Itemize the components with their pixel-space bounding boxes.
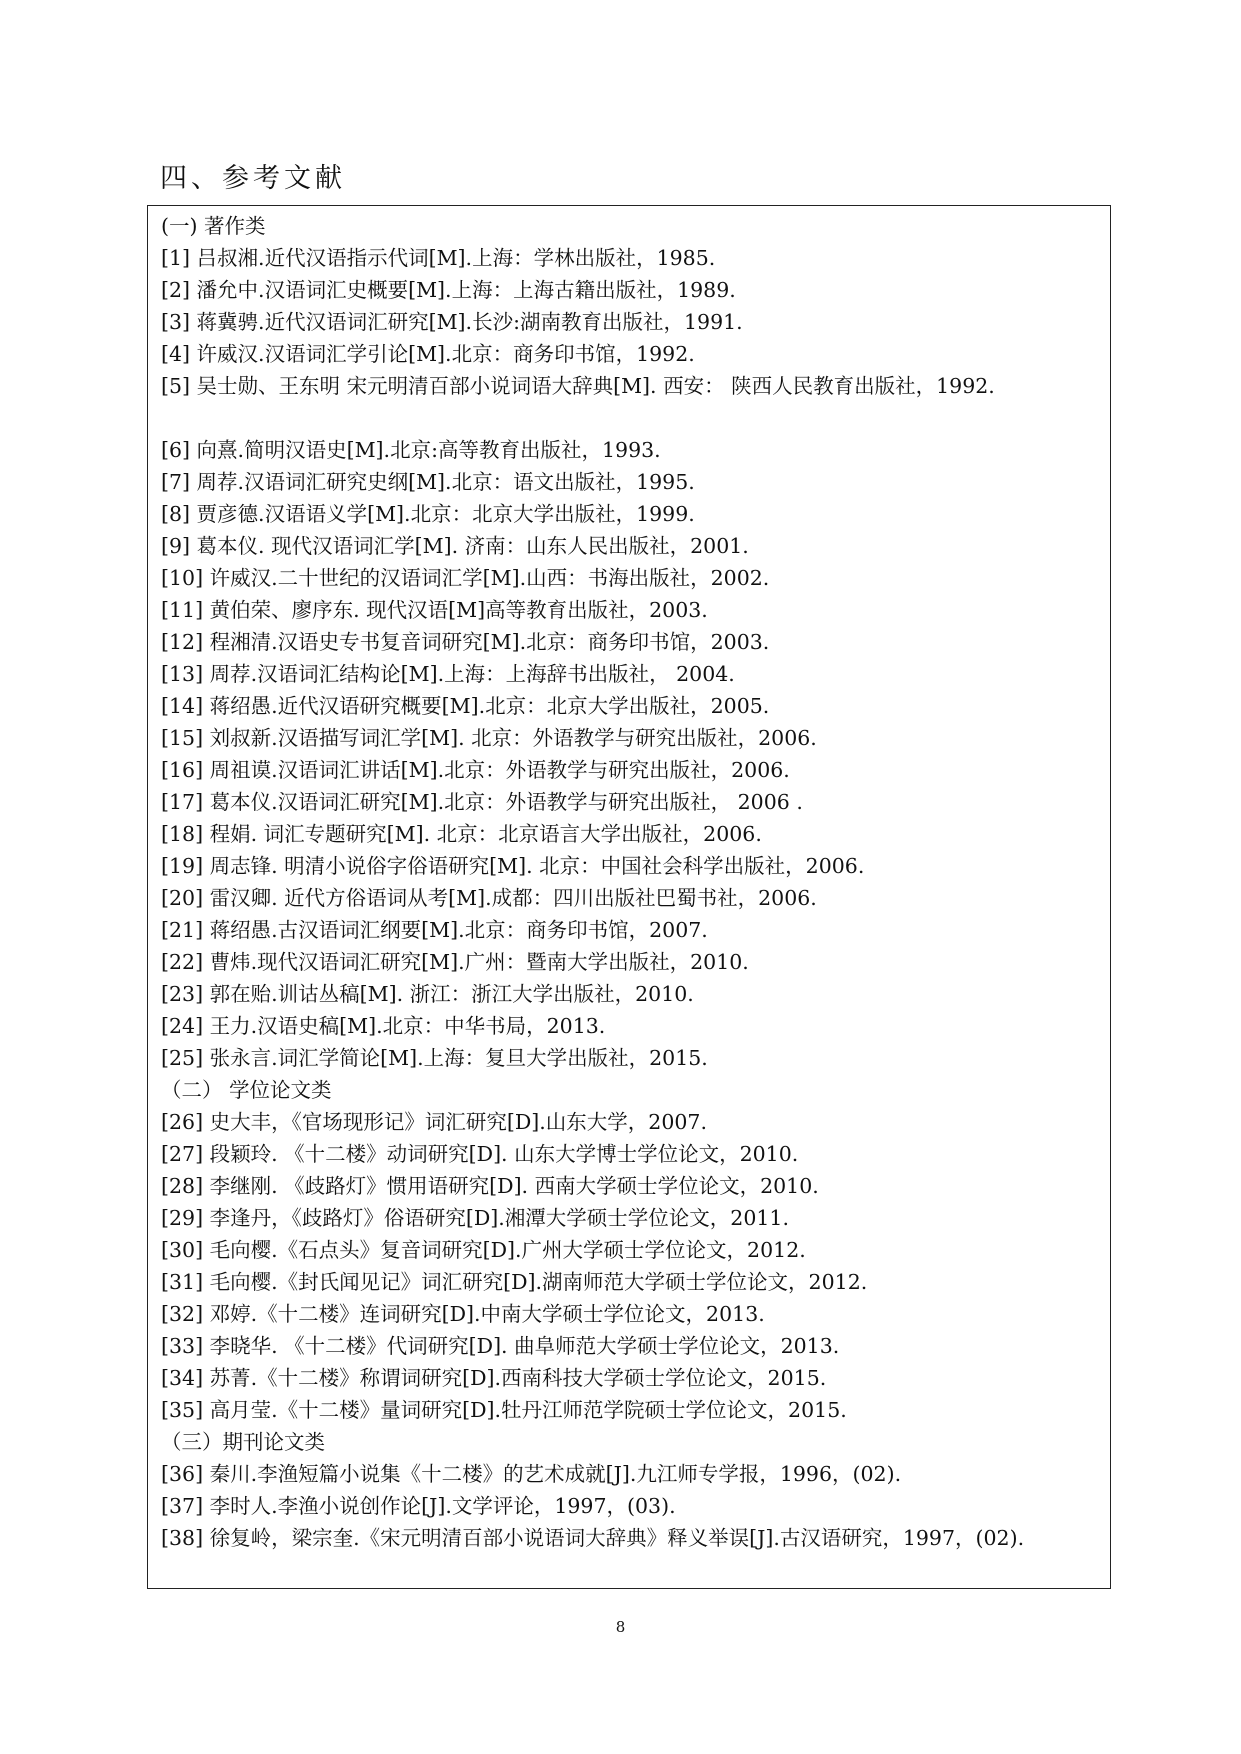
reference-item: [2] 潘允中.汉语词汇史概要[M].上海：上海古籍出版社，1989. xyxy=(161,278,736,302)
reference-item: [4] 许威汉.汉语词汇学引论[M].北京：商务印书馆，1992. xyxy=(161,342,695,366)
reference-item: [36] 秦川.李渔短篇小说集《十二楼》的艺术成就[J].九江师专学报，1996，(02). xyxy=(161,1462,902,1486)
reference-item: [31] 毛向樱.《封氏闻见记》词汇研究[D].湖南师范大学硕士学位论文，2012. xyxy=(161,1270,868,1294)
reference-item: [16] 周祖谟.汉语词汇讲话[M].北京：外语教学与研究出版社，2006. xyxy=(161,758,790,782)
reference-item: [8] 贾彦德.汉语语义学[M].北京：北京大学出版社，1999. xyxy=(161,502,695,526)
reference-item: [19] 周志锋. 明清小说俗字俗语研究[M]. 北京：中国社会科学出版社，2006. xyxy=(161,854,865,878)
category-heading: （二） 学位论文类 xyxy=(161,1078,332,1102)
reference-item: [5] 吴士勋、王东明 宋元明清百部小说词语大辞典[M]. 西安： 陕西人民教育出版社，1992. xyxy=(161,374,995,398)
reference-item: [38] 徐复岭，梁宗奎.《宋元明清百部小说语词大辞典》释义举误[J].古汉语研究，1997，(02). xyxy=(161,1526,1025,1550)
reference-item: [27] 段颖玲. 《十二楼》动词研究[D]. 山东大学博士学位论文，2010. xyxy=(161,1142,799,1166)
reference-item: [13] 周荐.汉语词汇结构论[M].上海：上海辞书出版社， 2004. xyxy=(161,662,735,686)
reference-item: [9] 葛本仪. 现代汉语词汇学[M]. 济南：山东人民出版社，2001. xyxy=(161,534,749,558)
reference-item: [28] 李继刚. 《歧路灯》惯用语研究[D]. 西南大学硕士学位论文，2010. xyxy=(161,1174,819,1198)
reference-item: [24] 王力.汉语史稿[M].北京：中华书局，2013. xyxy=(161,1014,606,1038)
reference-item: [37] 李时人.李渔小说创作论[J].文学评论，1997，(03). xyxy=(161,1494,676,1518)
reference-item: [23] 郭在贻.训诂丛稿[M]. 浙江：浙江大学出版社，2010. xyxy=(161,982,694,1006)
category-heading: （三）期刊论文类 xyxy=(161,1430,325,1454)
reference-item: [33] 李晓华. 《十二楼》代词研究[D]. 曲阜师范大学硕士学位论文，2013. xyxy=(161,1334,840,1358)
reference-item: [32] 邓婷.《十二楼》连词研究[D].中南大学硕士学位论文，2013. xyxy=(161,1302,765,1326)
category-heading: (一) 著作类 xyxy=(161,214,266,238)
reference-item: [3] 蒋冀骋.近代汉语词汇研究[M].长沙:湖南教育出版社，1991. xyxy=(161,310,743,334)
reference-item: [7] 周荐.汉语词汇研究史纲[M].北京：语文出版社，1995. xyxy=(161,470,695,494)
reference-item: [18] 程娟. 词汇专题研究[M]. 北京：北京语言大学出版社，2006. xyxy=(161,822,762,846)
section-heading: 四、参考文献 xyxy=(160,163,346,194)
reference-item: [10] 许威汉.二十世纪的汉语词汇学[M].山西：书海出版社，2002. xyxy=(161,566,770,590)
page-number: 8 xyxy=(615,1618,626,1636)
reference-item: [1] 吕叔湘.近代汉语指示代词[M].上海：学林出版社，1985. xyxy=(161,246,716,270)
reference-item: [21] 蒋绍愚.古汉语词汇纲要[M].北京：商务印书馆，2007. xyxy=(161,918,708,942)
reference-item: [11] 黄伯荣、廖序东. 现代汉语[M]高等教育出版社，2003. xyxy=(161,598,708,622)
reference-item: [30] 毛向樱.《石点头》复音词研究[D].广州大学硕士学位论文，2012. xyxy=(161,1238,806,1262)
reference-item: [17] 葛本仪.汉语词汇研究[M].北京：外语教学与研究出版社， 2006 . xyxy=(161,790,803,814)
reference-item: [12] 程湘清.汉语史专书复音词研究[M].北京：商务印书馆，2003. xyxy=(161,630,770,654)
reference-item: [29] 李逢丹，《歧路灯》俗语研究[D].湘潭大学硕士学位论文，2011. xyxy=(161,1206,789,1230)
reference-item: [14] 蒋绍愚.近代汉语研究概要[M].北京：北京大学出版社，2005. xyxy=(161,694,770,718)
reference-item: [20] 雷汉卿. 近代方俗语词从考[M].成都：四川出版社巴蜀书社，2006. xyxy=(161,886,817,910)
reference-item: [26] 史大丰，《官场现形记》词汇研究[D].山东大学，2007. xyxy=(161,1110,707,1134)
reference-item: [34] 苏菁.《十二楼》称谓词研究[D].西南科技大学硕士学位论文，2015. xyxy=(161,1366,827,1390)
reference-item: [22] 曹炜.现代汉语词汇研究[M].广州：暨南大学出版社，2010. xyxy=(161,950,749,974)
reference-item: [6] 向熹.简明汉语史[M].北京:高等教育出版社，1993. xyxy=(161,438,661,462)
reference-item: [35] 高月莹.《十二楼》量词研究[D].牡丹江师范学院硕士学位论文，2015. xyxy=(161,1398,847,1422)
reference-item: [25] 张永言.词汇学简论[M].上海：复旦大学出版社，2015. xyxy=(161,1046,708,1070)
reference-box xyxy=(147,205,1111,1589)
reference-item: [15] 刘叔新.汉语描写词汇学[M]. 北京：外语教学与研究出版社，2006. xyxy=(161,726,817,750)
